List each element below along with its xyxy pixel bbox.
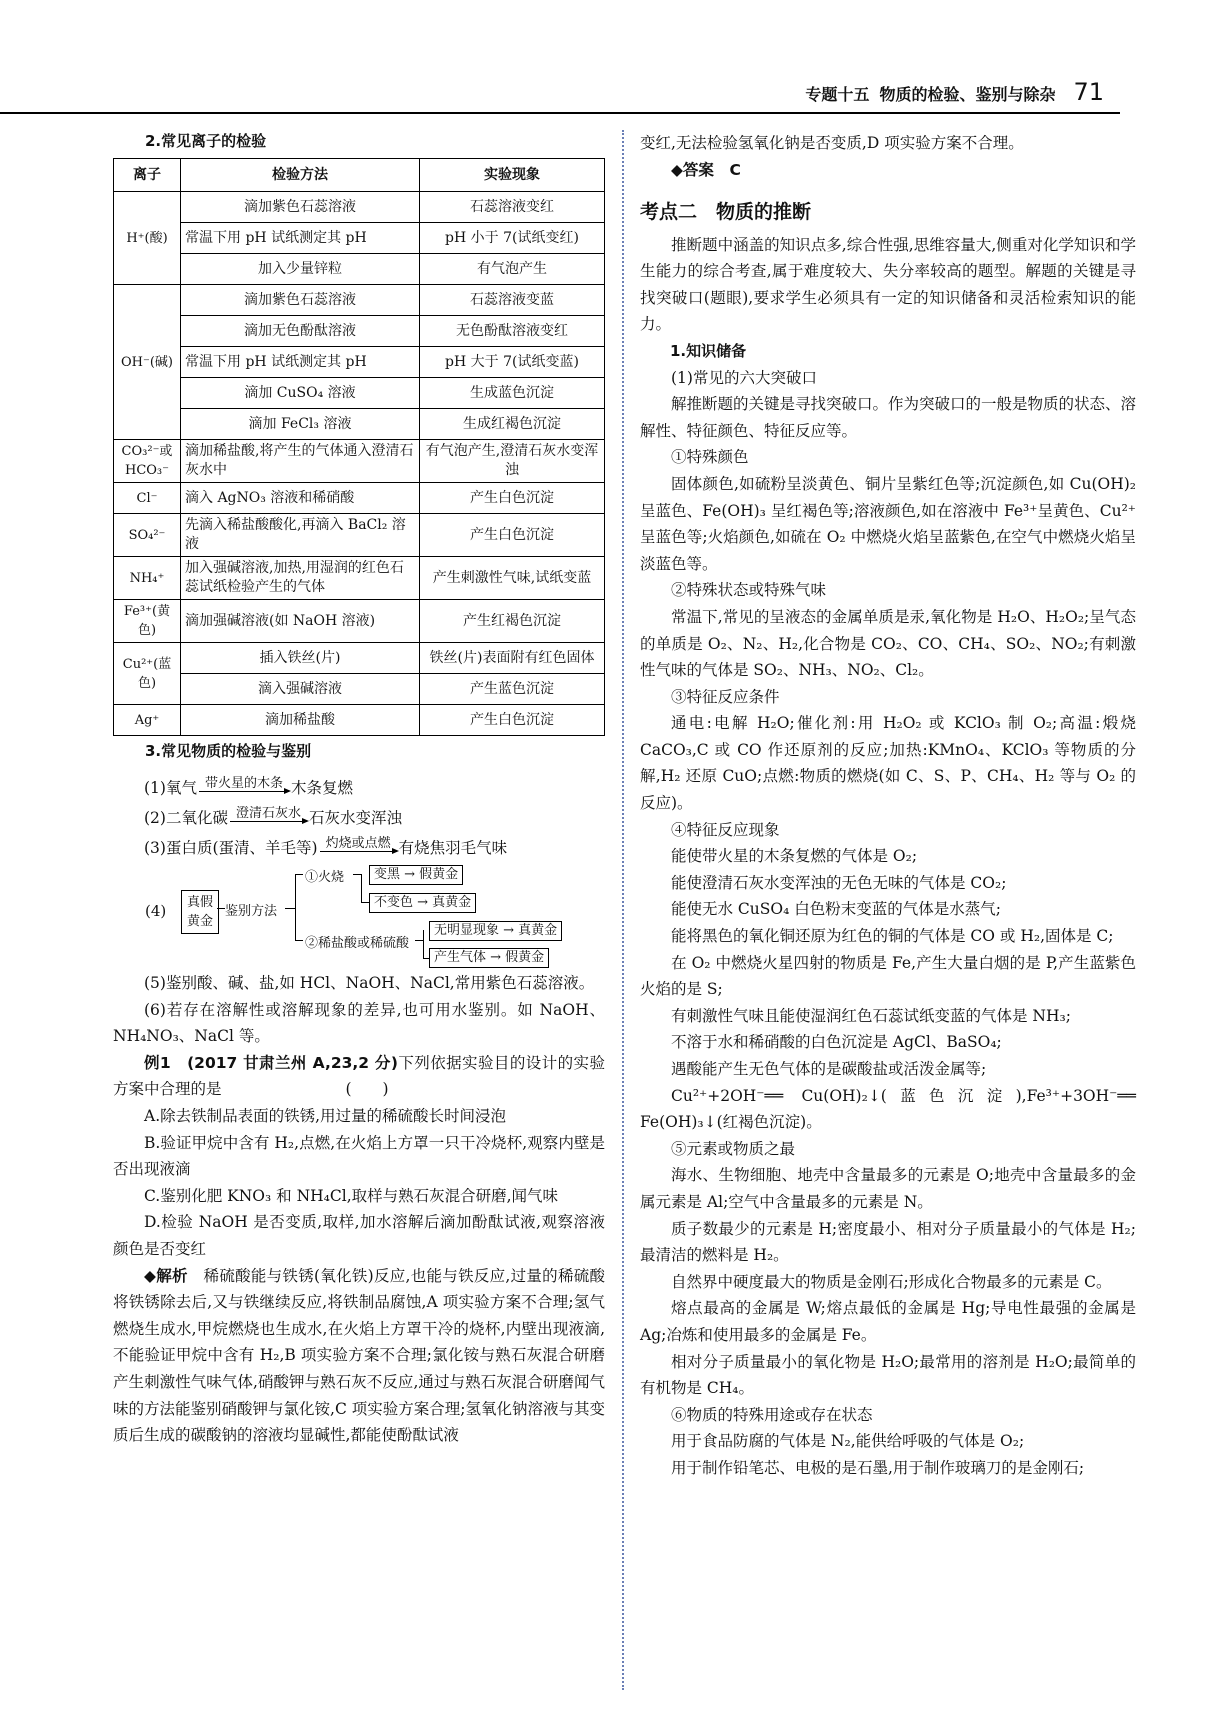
phenomenon-e: 在 O₂ 中燃烧火星四射的物质是 Fe,产生大量白烟的是 P,产生蓝紫色火焰的是 S; [640,953,1136,999]
table-row [114,440,605,483]
item2-result: 石灰水变浑浊 [308,809,402,827]
running-header [805,78,1104,106]
special-use-title: ⑥物质的特殊用途或存在状态 [671,1405,873,1424]
example-stem: 下列依据实验目的设计的实验方案中合理的是 ( ) [113,1053,605,1099]
ion-test-table [113,158,605,736]
phenomenon-a: 能使带火星的木条复燃的气体是 O₂; [671,847,918,866]
answer-line [640,157,1136,183]
reaction-phenomenon-title: ④特征反应现象 [671,820,780,839]
method-cell: 滴加稀盐酸 [181,705,420,736]
breakthrough-title: (1)常见的六大突破口 [671,368,817,387]
method-cell: 滴加紫色石蕊溶液 [181,192,420,223]
table-row [114,347,605,378]
para-5: (5)鉴别酸、碱、盐,如 HCl、NaOH、NaCl,常用紫色石蕊溶液。 [144,974,595,992]
method-cell: 插入铁丝(片) [181,643,420,674]
method-cell: 滴加稀盐酸,将产生的气体通入澄清石灰水中 [181,440,420,483]
phenomenon-b: 能使澄清石灰水变浑浊的无色无味的气体是 CO₂; [671,873,1007,892]
method-label: 鉴别方法 [225,904,278,919]
item1-result: 木条复燃 [290,779,353,797]
ion-cell: SO₄²⁻ [114,514,181,557]
phenomenon-cell: 产生白色沉淀 [420,705,605,736]
special-color-text: 固体颜色,如硫粉呈淡黄色、铜片呈紫红色等;沉淀颜色,如 Cu(OH)₂ 呈蓝色、Fe(OH)₃ 呈红褐色等;溶液颜色,如在溶液中 Fe³⁺呈黄色、Cu²⁺呈蓝色等;火焰颜色,如硫在 O₂ 中燃烧火焰呈蓝紫色,在空气中燃烧火焰呈淡蓝色等。 [640,474,1136,573]
method-cell: 滴入强碱溶液 [181,674,420,705]
option-a: A.除去铁制品表面的铁锈,用过量的稀硫酸长时间浸泡 [144,1106,507,1125]
method-cell: 加入少量锌粒 [181,254,420,285]
table-row [114,674,605,705]
method-cell: 滴加无色酚酞溶液 [181,316,420,347]
table-row [114,483,605,514]
phenomenon-cell: 石蕊溶液变蓝 [420,285,605,316]
test-co2 [113,798,605,828]
method-cell: 滴加紫色石蕊溶液 [181,285,420,316]
item2-subject: (2)二氧化碳 [144,809,228,827]
ion-cell: OH⁻(碱) [114,285,181,440]
phenomenon-cell: 产生白色沉淀 [420,514,605,557]
left-column [113,130,605,1449]
phenomenon-c: 能使无水 CuSO₄ 白色粉末变蓝的气体是水蒸气; [671,900,1001,919]
superlative-d: 熔点最高的金属是 W;熔点最低的金属是 Hg;导电性最强的金属是 Ag;冶炼和使用最多的金属是 Fe。 [640,1299,1136,1344]
method-cell: 滴入 AgNO₃ 溶液和稀硝酸 [181,483,420,514]
right-column [640,130,1136,1482]
special-state-title: ②特殊状态或特殊气味 [671,581,827,600]
phenomenon-cell: 石蕊溶液变红 [420,192,605,223]
option-c: C.鉴别化肥 KNO₃ 和 NH₄Cl,取样与熟石灰混合研磨,闻气味 [144,1186,559,1205]
superlative-a: 海水、生物细胞、地壳中含量最多的元素是 O;地壳中含量最多的金属元素是 Al;空气中含量最多的元素是 N。 [640,1166,1136,1211]
table-row [114,514,605,557]
phenomenon-cell: 产生红褐色沉淀 [420,600,605,643]
phenomenon-cell: 有气泡产生 [420,254,605,285]
ion-cell: Ag⁺ [114,705,181,736]
result-gas-fake: 产生气体 → 假黄金 [429,948,549,968]
reaction-arrow [320,837,397,858]
phenomenon-d: 能将黑色的氧化铜还原为红色的铜的气体是 CO 或 H₂,固体是 C; [671,927,1114,946]
phenomenon-cell: 铁丝(片)表面附有红色固体 [420,643,605,674]
gold-identification-diagram [113,864,605,964]
result-none-real: 无明显现象 → 真黄金 [429,921,562,941]
phenomenon-cell: 生成红褐色沉淀 [420,409,605,440]
th-method: 检验方法 [181,159,420,192]
item1-subject: (1)氧气 [144,779,197,797]
option-b: B.验证甲烷中含有 H₂,点燃,在火焰上方罩一只干冷烧杯,观察内壁是否出现液滴 [113,1133,605,1179]
phenomenon-cell: pH 小于 7(试纸变红) [420,223,605,254]
method-cell: 加入强碱溶液,加热,用湿润的红色石蕊试纸检验产生的气体 [181,557,420,600]
table-row [114,643,605,674]
phenomenon-cell: 有气泡产生,澄清石灰水变浑浊 [420,440,605,483]
knowledge-title: 1.知识储备 [670,341,747,360]
special-color-title: ①特殊颜色 [671,448,749,467]
table-row [114,192,605,223]
breakthrough-intro: 解推断题的关键是寻找突破口。作为突破口的一般是物质的状态、溶解性、特征颜色、特征反应等。 [640,395,1137,440]
table-row [114,223,605,254]
superlatives-title: ⑤元素或物质之最 [671,1139,796,1158]
th-phenomenon: 实验现象 [420,159,605,192]
example-question [113,1050,605,1103]
ion-cell: Cl⁻ [114,483,181,514]
phenomenon-f: 有刺激性气味且能使湿润红色石蕊试纸变蓝的气体是 NH₃; [671,1006,1071,1025]
phenomenon-h: 遇酸能产生无色气体的是碳酸盐或活泼金属等; [671,1060,987,1078]
superlative-b: 质子数最少的元素是 H;密度最小、相对分子质量最小的气体是 H₂;最清洁的燃料是 H₂。 [640,1219,1136,1265]
special-use-b: 用于制作铅笔芯、电极的是石墨,用于制作玻璃刀的是金刚石; [671,1458,1085,1477]
section-substance-tests-title: 3.常见物质的检验与鉴别 [145,742,312,760]
table-row [114,316,605,347]
test-protein [113,828,605,858]
analysis-label: ◆解析 [144,1266,188,1285]
analysis-text: 稀硫酸能与铁锈(氧化铁)反应,也能与铁反应,过量的稀硫酸将铁锈除去后,又与铁继续反应,将铁制品腐蚀,A 项实验方案不合理;氢气燃烧生成水,甲烷燃烧也生成水,在火焰上方罩干冷的烧杯,内壁出现液滴,不能验证甲烷中含有 H₂,B 项实验方案不合理;氯化铵与熟石灰混合研磨产生刺激性气味气体,硝酸钾与熟石灰不反应,通过与熟石灰混合研磨闻气味的方法能鉴别硝酸钾与氯化铵,C 项实验方案合理;氢氧化钠溶液与其变质后生成的碳酸钠的溶液均显碱性,都能使酚酞试液 [113,1266,605,1445]
special-state-text: 常温下,常见的呈液态的金属单质是汞,氧化物是 H₂O、H₂O₂;呈气态的单质是 O₂、N₂、H₂,化合物是 CO₂、CO、CH₄、SO₂、NO₂;有刺激性气味的气体是 SO₂、NH₃、NO₂、Cl₂。 [640,607,1136,680]
section-inference-title: 考点二 物质的推断 [640,200,812,223]
section-ion-tests-title: 2.常见离子的检验 [145,132,267,150]
para-6: (6)若存在溶解性或溶解现象的差异,也可用水鉴别。如 NaOH、NH₄NO₃、NaCl 等。 [113,1000,605,1046]
item3-condition: 灼烧或点燃 [325,836,391,851]
table-row [114,600,605,643]
ion-cell: Cu²⁺(蓝色) [114,643,181,705]
branch-fire: ①火烧 [305,870,345,885]
ion-table-body [114,192,605,736]
table-row [114,378,605,409]
result-black-fake: 变黑 → 假黄金 [369,865,463,885]
example-source: (2017 甘肃兰州 A,23,2 分) [187,1053,398,1072]
ion-cell: Fe³⁺(黄色) [114,600,181,643]
column-divider [622,130,624,1690]
method-cell: 滴加强碱溶液(如 NaOH 溶液) [181,600,420,643]
page-number: 71 [1073,78,1104,106]
branch-acid: ②稀盐酸或稀硫酸 [305,936,410,951]
table-row [114,705,605,736]
reaction-arrow [230,807,307,828]
item2-condition: 澄清石灰水 [235,806,301,821]
phenomenon-equations: Cu²⁺+2OH⁻══ Cu(OH)₂↓(蓝色沉淀),Fe³⁺+3OH⁻══ Fe(OH)₃↓(红褐色沉淀)。 [640,1086,1136,1132]
method-cell: 常温下用 pH 试纸测定其 pH [181,223,420,254]
answer-label: ◆答案 [671,160,714,179]
item4-number: (4) [145,902,167,920]
phenomenon-cell: 产生白色沉淀 [420,483,605,514]
ion-cell: H⁺(酸) [114,192,181,285]
analysis-continued: 变红,无法检验氢氧化钠是否变质,D 项实验方案不合理。 [640,134,1024,152]
ion-cell: CO₃²⁻或 HCO₃⁻ [114,440,181,483]
item1-condition: 带火星的木条 [204,776,283,791]
phenomenon-cell: 无色酚酞溶液变红 [420,316,605,347]
method-cell: 常温下用 pH 试纸测定其 pH [181,347,420,378]
superlative-c: 自然界中硬度最大的物质是金刚石;形成化合物最多的元素是 C。 [671,1272,1112,1291]
table-header-row [114,159,605,192]
item3-result: 有烧焦羽毛气味 [398,839,508,857]
th-ion: 离子 [114,159,181,192]
item3-subject: (3)蛋白质(蛋清、羊毛等) [144,839,318,857]
phenomenon-cell: pH 大于 7(试纸变蓝) [420,347,605,378]
inference-intro: 推断题中涵盖的知识点多,综合性强,思维容量大,侧重对化学知识和学生能力的综合考查,属于难度较大、失分率较高的题型。解题的关键是寻找突破口(题眼),要求学生必须具有一定的知识储备和灵活检索知识的能力。 [640,235,1136,334]
special-use-a: 用于食品防腐的气体是 N₂,能供给呼吸的气体是 O₂; [671,1432,1025,1451]
phenomenon-cell: 产生刺激性气味,试纸变蓝 [420,557,605,600]
phenomenon-cell: 生成蓝色沉淀 [420,378,605,409]
real-fake-gold-box: 真假黄金 [181,890,219,934]
table-row [114,409,605,440]
example-label: 例1 [144,1053,171,1072]
superlative-e: 相对分子质量最小的氧化物是 H₂O;最常用的溶剂是 H₂O;最简单的有机物是 CH₄。 [640,1352,1136,1398]
table-row [114,285,605,316]
reaction-condition-title: ③特征反应条件 [671,687,780,706]
header-topic: 专题十五 [805,85,870,104]
reaction-condition-text: 通电:电解 H₂O;催化剂:用 H₂O₂ 或 KClO₃ 制 O₂;高温:煅烧 CaCO₃,C 或 CO 作还原剂的反应;加热:KMnO₄、KClO₃ 等物质的分解,H₂ 还原 CuO;点燃:物质的燃烧(如 C、S、P、CH₄、H₂ 等与 O₂ 的反应)。 [640,714,1136,813]
table-row [114,557,605,600]
test-oxygen [113,768,605,798]
answer-value: C [729,160,741,179]
table-row [114,254,605,285]
method-cell: 滴加 FeCl₃ 溶液 [181,409,420,440]
ion-cell: NH₄⁺ [114,557,181,600]
header-title: 物质的检验、鉴别与除杂 [879,85,1056,104]
analysis [113,1263,605,1449]
method-cell: 先滴入稀盐酸酸化,再滴入 BaCl₂ 溶液 [181,514,420,557]
option-d: D.检验 NaOH 是否变质,取样,加水溶解后滴加酚酞试液,观察溶液颜色是否变红 [113,1213,605,1258]
phenomenon-g: 不溶于水和稀硝酸的白色沉淀是 AgCl、BaSO₄; [671,1033,1002,1052]
method-cell: 滴加 CuSO₄ 溶液 [181,378,420,409]
phenomenon-cell: 产生蓝色沉淀 [420,674,605,705]
result-nochange-real: 不变色 → 真黄金 [369,893,476,913]
reaction-arrow [199,777,289,798]
header-rule [0,112,1120,114]
